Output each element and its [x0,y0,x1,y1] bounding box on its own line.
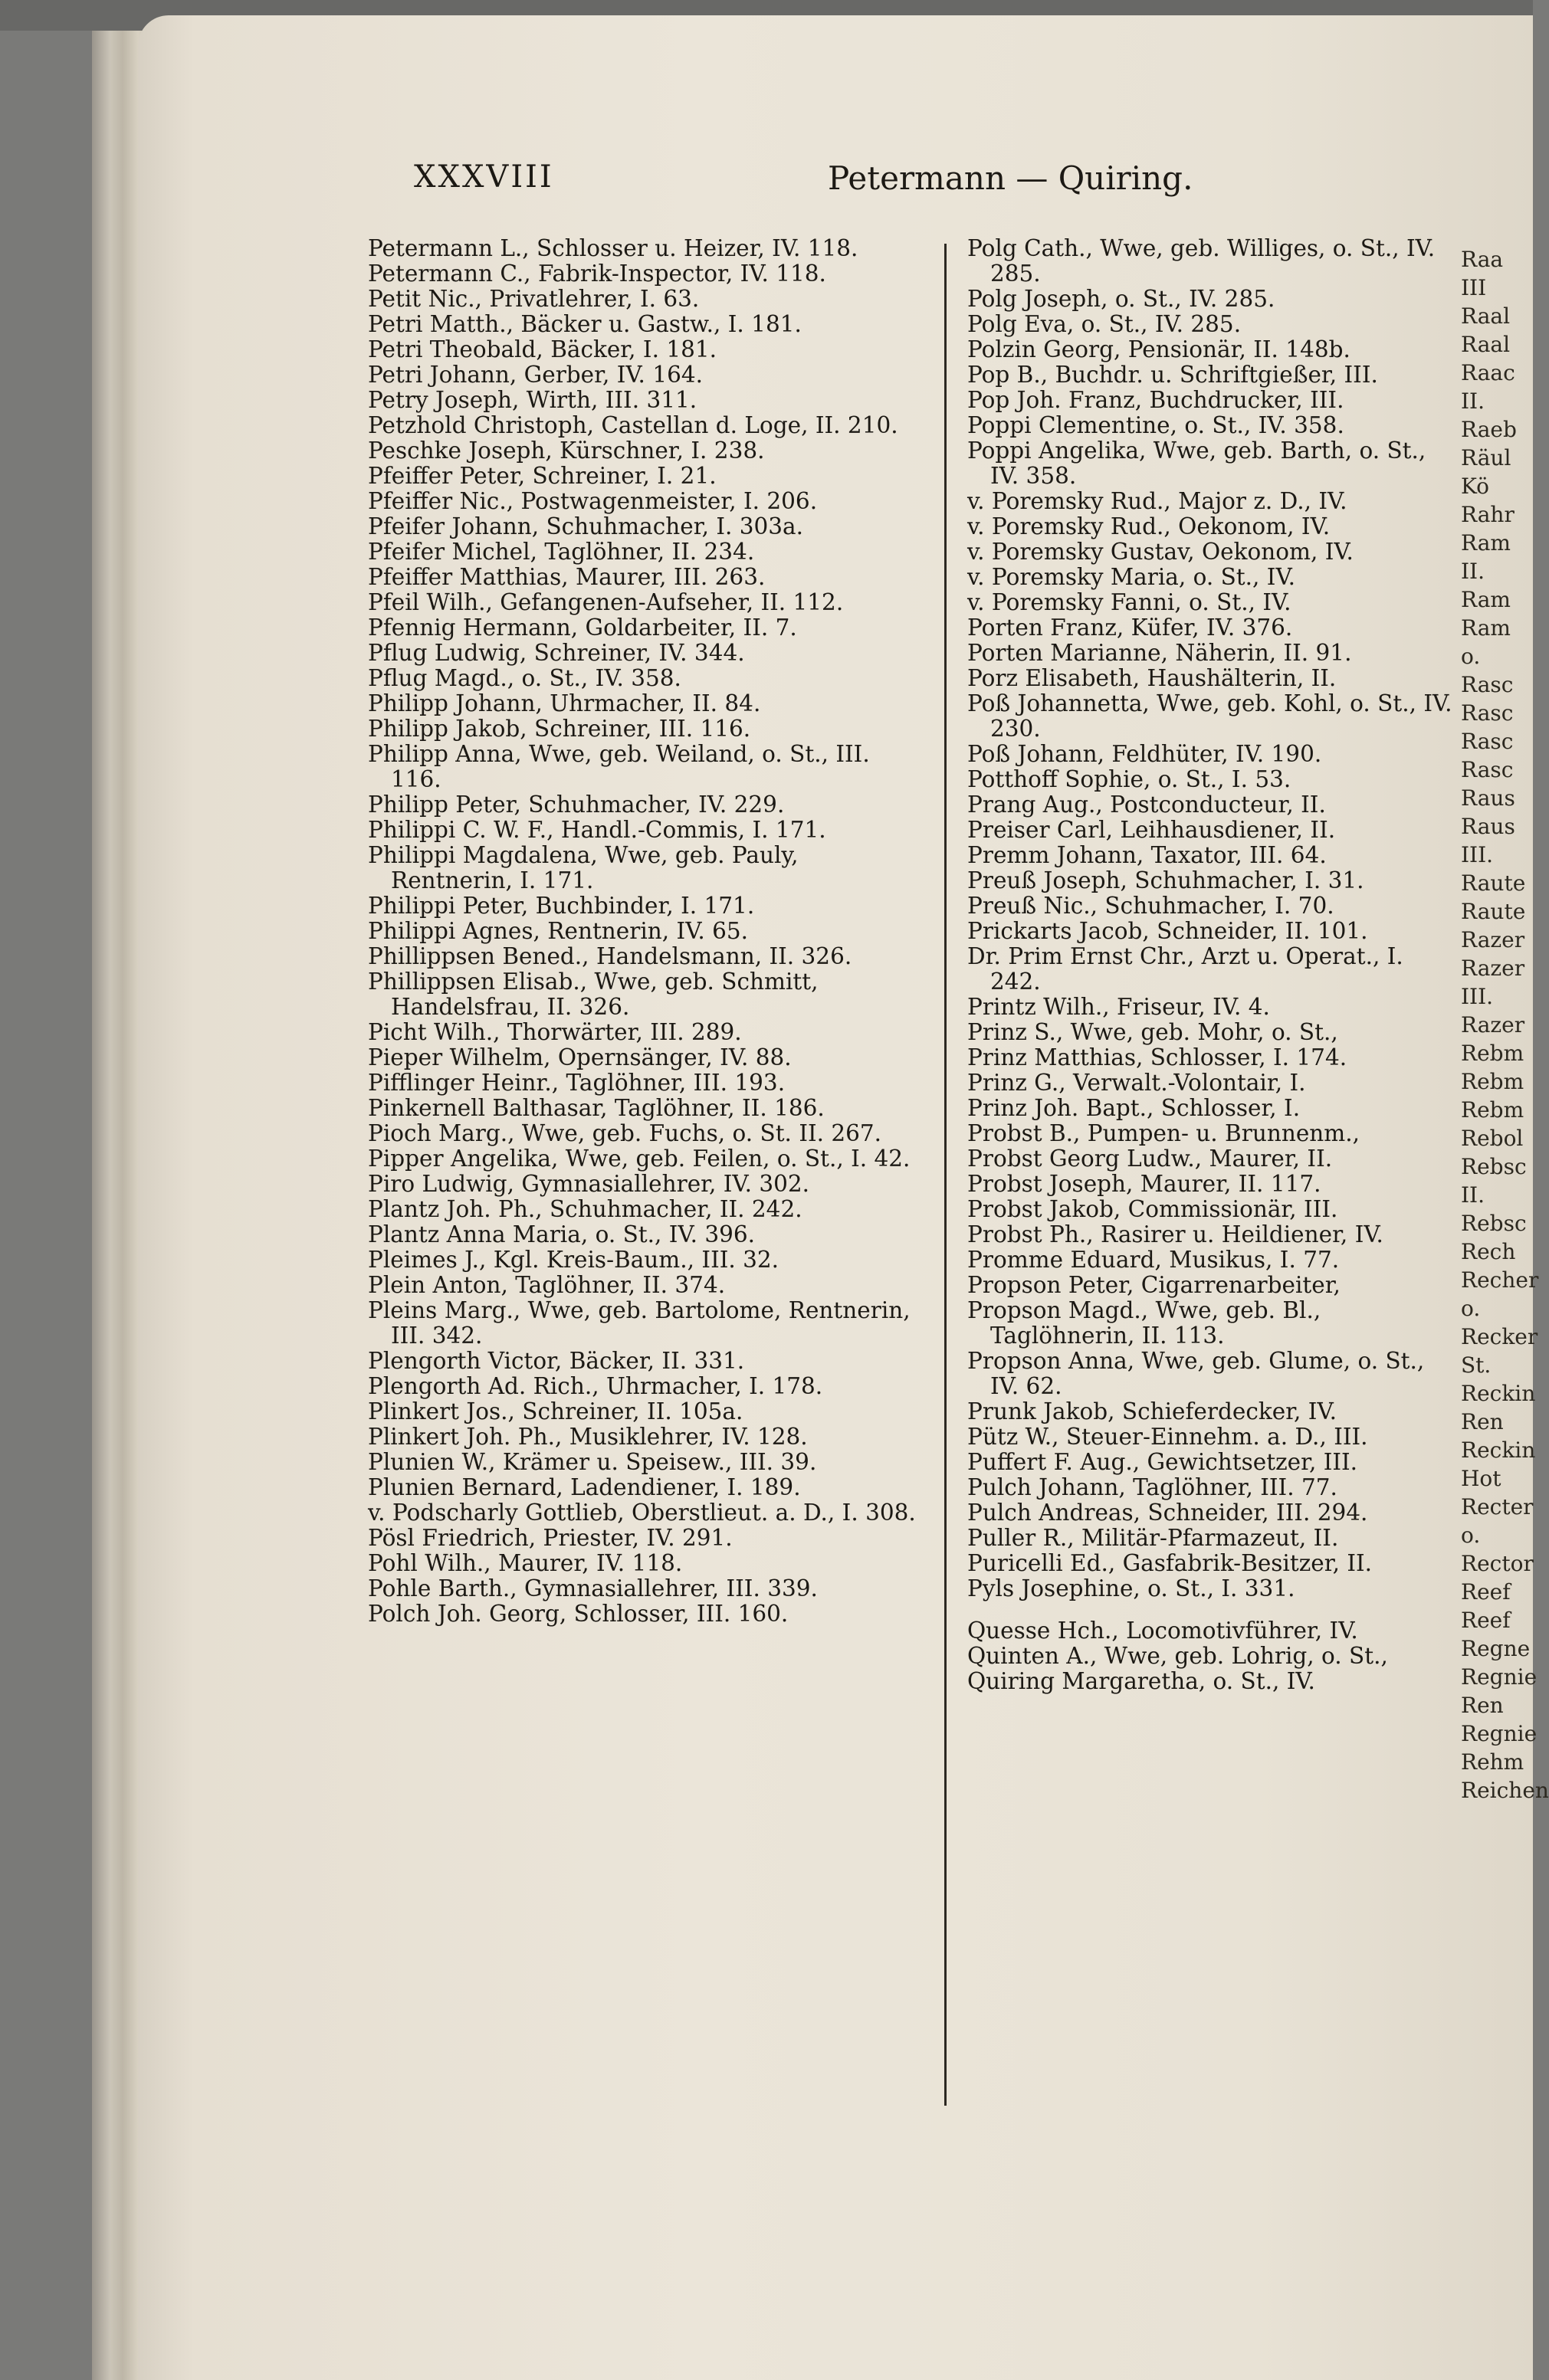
facing-page-fragment: II. [1461,1182,1485,1208]
facing-page-fragment: Raa [1461,247,1504,272]
directory-entry: Philipp Johann, Uhrmacher, II. 84. [368,690,761,716]
facing-page-fragment: Ren [1461,1693,1504,1718]
directory-entry: Philipp Jakob, Schreiner, III. 116. [368,716,751,742]
directory-entry: Peschke Joseph, Kürschner, I. 238. [368,438,765,464]
directory-entry: Pioch Marg., Wwe, geb. Fuchs, o. St. II. 267. [368,1120,882,1146]
facing-page-fragment: Raal [1461,332,1511,357]
facing-page-fragment: II. [1461,559,1485,584]
directory-entry: Philippi C. W. F., Handl.-Commis, I. 171. [368,817,826,843]
directory-entry: Plein Anton, Taglöhner, II. 374. [368,1272,726,1298]
directory-entry: Polzin Georg, Pensionär, II. 148b. [967,336,1350,362]
directory-entry: Pifflinger Heinr., Taglöhner, III. 193. [368,1070,786,1096]
directory-entry: Polch Joh. Georg, Schlosser, III. 160. [368,1601,789,1627]
facing-page-fragment: St. [1461,1352,1492,1378]
directory-entry: Pulch Johann, Taglöhner, III. 77. [967,1474,1337,1500]
facing-page-fragment: o. [1461,644,1481,669]
directory-entry: Philipp Anna, Wwe, geb. Weiland, o. St., III. 116. [368,741,870,792]
directory-entry: Prickarts Jacob, Schneider, II. 101. [967,918,1368,944]
directory-entry: Petri Matth., Bäcker u. Gastw., I. 181. [368,311,802,337]
directory-entry: Plantz Anna Maria, o. St., IV. 396. [368,1221,756,1247]
directory-entry: Plengorth Ad. Rich., Uhrmacher, I. 178. [368,1373,823,1399]
directory-entry: Poß Johannetta, Wwe, geb. Kohl, o. St., IV. 230. [967,690,1452,742]
directory-entry: Pflug Ludwig, Schreiner, IV. 344. [368,640,745,666]
directory-entry: Potthoff Sophie, o. St., I. 53. [967,766,1291,792]
directory-entry: Prunk Jakob, Schieferdecker, IV. [967,1398,1337,1424]
facing-page-fragment: Kö [1461,474,1490,499]
directory-entry: Propson Magd., Wwe, geb. Bl., Taglöhnerin, II. 113. [967,1297,1321,1349]
directory-entry: Quinten A., Wwe, geb. Lohrig, o. St., [967,1643,1388,1669]
facing-page-fragment: Ram [1461,530,1511,556]
directory-entry: v. Poremsky Rud., Major z. D., IV. [967,488,1347,514]
facing-page-fragment: Raeb [1461,417,1517,442]
directory-entry: v. Podscharly Gottlieb, Oberstlieut. a. D., I. 308. [368,1500,916,1526]
directory-entry: Pösl Friedrich, Priester, IV. 291. [368,1525,733,1551]
running-head [414,159,1196,205]
directory-entry: Plunien W., Krämer u. Speisew., III. 39. [368,1449,817,1475]
left-column [368,236,920,1627]
directory-entry: Pleins Marg., Wwe, geb. Bartolome, Rentnerin, III. 342. [368,1297,911,1349]
facing-page-fragment: Rebm [1461,1097,1524,1123]
directory-entry: Probst B., Pumpen- u. Brunnenm., [967,1120,1360,1146]
directory-entry: Polg Eva, o. St., IV. 285. [967,311,1242,337]
facing-page-fragment: Raus [1461,814,1515,839]
facing-page-fragment: Razer [1461,956,1525,981]
directory-entry: Preuß Nic., Schuhmacher, I. 70. [967,893,1334,919]
directory-entry: Propson Peter, Cigarrenarbeiter, [967,1272,1341,1298]
facing-page-fragment: Rebm [1461,1069,1524,1094]
directory-entry: Petri Theobald, Bäcker, I. 181. [368,336,717,362]
directory-entry: Philippi Agnes, Rentnerin, IV. 65. [368,918,749,944]
facing-page-fragment: Razer [1461,927,1525,952]
directory-entry: Pulch Andreas, Schneider, III. 294. [967,1500,1368,1526]
facing-page-fragment: Razer [1461,1012,1525,1038]
facing-page-fragment: Raal [1461,303,1511,329]
facing-page-fragment: o. [1461,1296,1481,1321]
directory-entry: Quesse Hch., Locomotivführer, IV. [967,1618,1358,1644]
directory-entry: Philippi Peter, Buchbinder, I. 171. [368,893,755,919]
facing-page-fragment: Ram [1461,615,1511,641]
directory-entry: Printz Wilh., Friseur, IV. 4. [967,994,1270,1020]
facing-page-fragment: Raute [1461,870,1526,896]
facing-page-fragment: Rahr [1461,502,1515,527]
directory-entry: Pop Joh. Franz, Buchdrucker, III. [967,387,1344,413]
directory-entry: Polg Joseph, o. St., IV. 285. [967,286,1275,312]
directory-entry: Petri Johann, Gerber, IV. 164. [368,362,703,388]
directory-entry: v. Poremsky Fanni, o. St., IV. [967,589,1291,615]
directory-entry: Porten Marianne, Näherin, II. 91. [967,640,1352,666]
facing-page-fragment: Ram [1461,587,1511,612]
facing-page-fragment: Regnie [1461,1721,1538,1746]
directory-entry: Phillippsen Elisab., Wwe, geb. Schmitt, Handelsfrau, II. 326. [368,969,819,1020]
directory-entry: Pütz W., Steuer-Einnehm. a. D., III. [967,1424,1368,1450]
facing-page-fragment: Reckin [1461,1381,1536,1406]
directory-entry: Pinkernell Balthasar, Taglöhner, II. 186. [368,1095,825,1121]
facing-page-fragment: III. [1461,842,1494,867]
directory-entry: Probst Georg Ludw., Maurer, II. [967,1146,1333,1172]
directory-entry: Phillippsen Bened., Handelsmann, II. 326. [368,943,852,969]
directory-entry: Petit Nic., Privatlehrer, I. 63. [368,286,700,312]
directory-entry: Probst Ph., Rasirer u. Heildiener, IV. [967,1221,1383,1247]
directory-entry: Piro Ludwig, Gymnasiallehrer, IV. 302. [368,1171,810,1197]
directory-entry: Preiser Carl, Leihhausdiener, II. [967,817,1336,843]
directory-entry: Premm Johann, Taxator, III. 64. [967,842,1327,868]
facing-page-fragment: Reef [1461,1579,1511,1605]
directory-entry: Pipper Angelika, Wwe, geb. Feilen, o. St., I. 42. [368,1146,911,1172]
directory-entry: Plinkert Jos., Schreiner, II. 105a. [368,1398,743,1424]
directory-entry: Porten Franz, Küfer, IV. 376. [967,615,1293,641]
directory-entry: Puller R., Militär-Pfarmazeut, II. [967,1525,1339,1551]
directory-entry: Picht Wilh., Thorwärter, III. 289. [368,1019,742,1045]
directory-entry: Puricelli Ed., Gasfabrik-Besitzer, II. [967,1550,1373,1576]
facing-page-fragment: Rector [1461,1551,1534,1576]
directory-entry: v. Poremsky Rud., Oekonom, IV. [967,513,1331,539]
directory-entry: Probst Joseph, Maurer, II. 117. [967,1171,1321,1197]
directory-entry: Philippi Magdalena, Wwe, geb. Pauly, Rentnerin, I. 171. [368,842,799,893]
directory-entry: Pyls Josephine, o. St., I. 331. [967,1575,1295,1601]
facing-page-fragment: Rebol [1461,1126,1524,1151]
directory-entry: Prang Aug., Postconducteur, II. [967,792,1326,818]
directory-entry: Porz Elisabeth, Haushälterin, II. [967,665,1337,691]
facing-page-fragment: Raac [1461,360,1515,385]
facing-page-fragment: Räul [1461,445,1511,470]
facing-page-fragment: Hot [1461,1466,1501,1491]
directory-entry: Pfeiffer Matthias, Maurer, III. 263. [368,564,766,590]
directory-entry: Plantz Joh. Ph., Schuhmacher, II. 242. [368,1196,802,1222]
column-divider [944,244,947,2106]
directory-entry: Promme Eduard, Musikus, I. 77. [967,1247,1340,1273]
facing-page-fragment: II. [1461,388,1485,414]
running-title: Petermann — Quiring. [828,159,1193,197]
directory-entry: Polg Cath., Wwe, geb. Williges, o. St., IV. 285. [967,235,1436,287]
directory-entry: Petermann C., Fabrik-Inspector, IV. 118. [368,261,826,287]
directory-entry: Plengorth Victor, Bäcker, II. 331. [368,1348,745,1374]
directory-entry: Prinz S., Wwe, geb. Mohr, o. St., [967,1019,1338,1045]
facing-page-fragment: Rech [1461,1239,1516,1264]
directory-entry: Pfennig Hermann, Goldarbeiter, II. 7. [368,615,797,641]
directory-entry: Petry Joseph, Wirth, III. 311. [368,387,697,413]
facing-page-fragment: Rasc [1461,757,1514,782]
directory-entry: Preuß Joseph, Schuhmacher, I. 31. [967,867,1364,893]
directory-entry: Pfeifer Michel, Taglöhner, II. 234. [368,539,755,565]
facing-page-fragment: Rebsc [1461,1154,1527,1179]
directory-entry: Pohle Barth., Gymnasiallehrer, III. 339. [368,1575,818,1601]
right-column [967,236,1458,1694]
directory-entry: Propson Anna, Wwe, geb. Glume, o. St., IV. 62. [967,1348,1425,1399]
directory-entry: Pleimes J., Kgl. Kreis-Baum., III. 32. [368,1247,779,1273]
directory-entry: Pflug Magd., o. St., IV. 358. [368,665,681,691]
facing-page-fragment: Raute [1461,899,1526,924]
directory-entry: Petzhold Christoph, Castellan d. Loge, II. 210. [368,412,898,438]
facing-page-fragment: Reichen [1461,1778,1549,1803]
directory-entry: Poß Johann, Feldhüter, IV. 190. [967,741,1322,767]
facing-page-fragment: o. [1461,1523,1481,1548]
directory-entry: Plunien Bernard, Ladendiener, I. 189. [368,1474,801,1500]
facing-page-fragment: Rasc [1461,700,1514,726]
facing-page-fragment: Reef [1461,1608,1511,1633]
directory-entry: Philipp Peter, Schuhmacher, IV. 229. [368,792,785,818]
directory-entry: Dr. Prim Ernst Chr., Arzt u. Operat., I. 242. [967,943,1403,995]
facing-page-fragment: III. [1461,984,1494,1009]
directory-entry: Pieper Wilhelm, Opernsänger, IV. 88. [368,1044,792,1070]
facing-page-fragment: Rehm [1461,1749,1524,1775]
directory-entry: Prinz G., Verwalt.-Volontair, I. [967,1070,1306,1096]
directory-entry: Pfeiffer Peter, Schreiner, I. 21. [368,463,717,489]
facing-page-fragment: Reckin [1461,1438,1536,1463]
directory-entry: v. Poremsky Gustav, Oekonom, IV. [967,539,1354,565]
directory-entry: Puffert F. Aug., Gewichtsetzer, III. [967,1449,1358,1475]
directory-entry: Pfeifer Johann, Schuhmacher, I. 303a. [368,513,804,539]
facing-page-fragment: Rasc [1461,729,1514,754]
facing-page-fragment: Recter [1461,1494,1534,1519]
directory-entry: Pop B., Buchdr. u. Schriftgießer, III. [967,362,1378,388]
directory-entry: Quiring Margaretha, o. St., IV. [967,1668,1315,1694]
directory-entry: Plinkert Joh. Ph., Musiklehrer, IV. 128. [368,1424,808,1450]
directory-entry: Poppi Clementine, o. St., IV. 358. [967,412,1344,438]
directory-entry: Probst Jakob, Commissionär, III. [967,1196,1338,1222]
directory-entry: Pfeiffer Nic., Postwagenmeister, I. 206. [368,488,818,514]
directory-entry: Pfeil Wilh., Gefangenen-Aufseher, II. 112. [368,589,844,615]
directory-entry: Poppi Angelika, Wwe, geb. Barth, o. St., IV. 358. [967,438,1426,489]
facing-page-fragment: Raus [1461,785,1515,811]
facing-page-fragment: Recker [1461,1324,1538,1349]
directory-entry: Prinz Matthias, Schlosser, I. 174. [967,1044,1347,1070]
page-number: XXXVIII [414,159,554,195]
directory-entry: Prinz Joh. Bapt., Schlosser, I. [967,1095,1301,1121]
directory-entry: Pohl Wilh., Maurer, IV. 118. [368,1550,683,1576]
directory-entry: Petermann L., Schlosser u. Heizer, IV. 118. [368,235,858,261]
facing-page-fragment: III [1461,275,1487,300]
facing-page-fragment: Recher [1461,1267,1539,1293]
facing-page-fragment: Rasc [1461,672,1514,697]
facing-page-fragment: Regnie [1461,1664,1538,1690]
facing-page-fragment: Regne [1461,1636,1531,1661]
facing-page-fragment: Rebsc [1461,1211,1527,1236]
directory-entry: v. Poremsky Maria, o. St., IV. [967,564,1295,590]
facing-page-fragment: Ren [1461,1409,1504,1434]
facing-page-fragment: Rebm [1461,1041,1524,1066]
facing-page-edge [1456,245,1549,2115]
